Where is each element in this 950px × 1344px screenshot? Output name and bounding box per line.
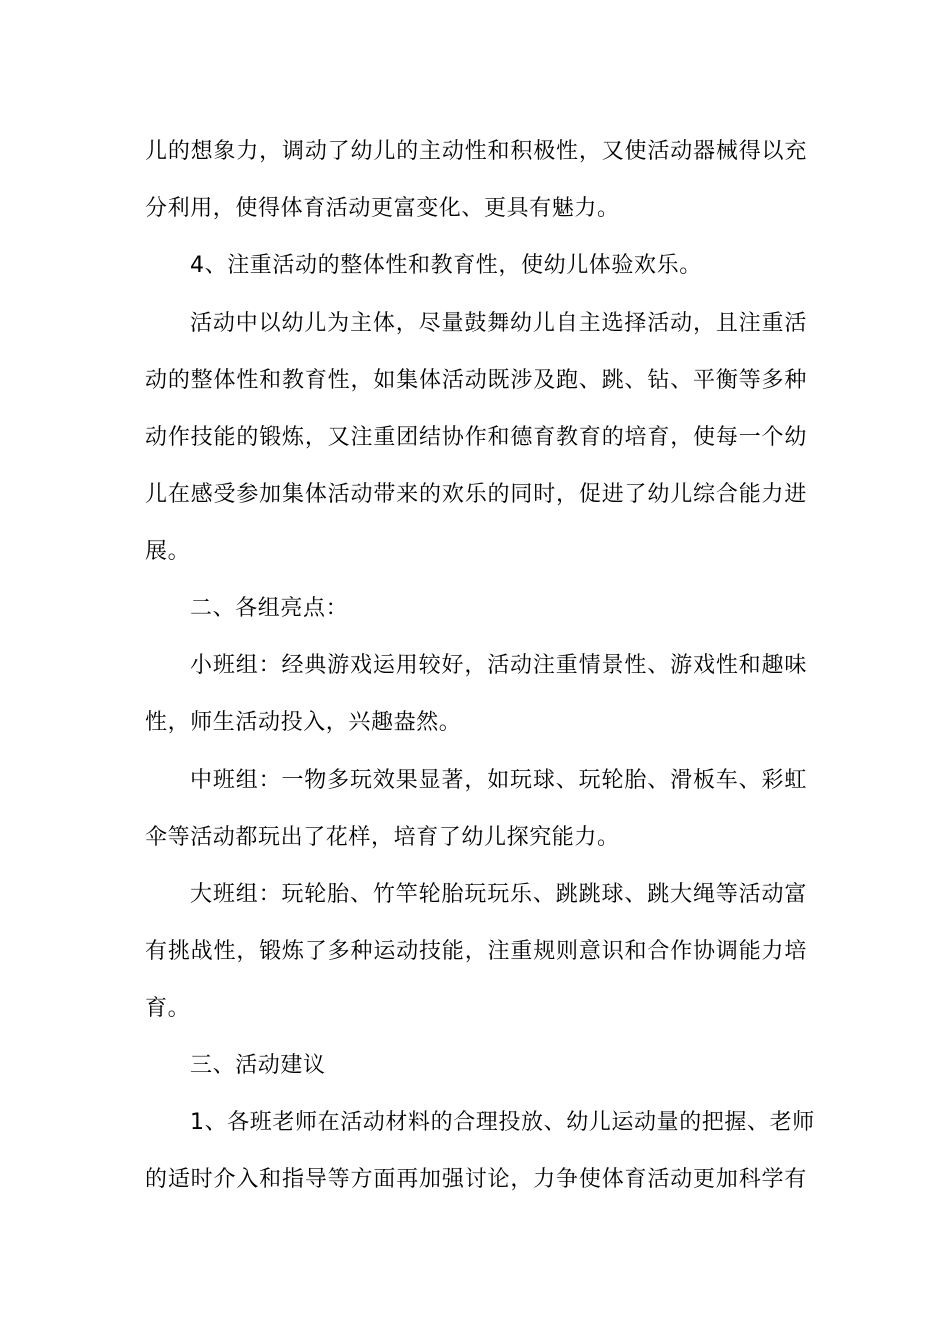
text-line-19: 的适时介入和指导等方面再加强讨论，力争使体育活动更加科学有 [145, 1167, 807, 1192]
text-line-7: 儿在感受参加集体活动带来的欢乐的同时，促进了幼儿综合能力进 [145, 482, 807, 507]
text-line-18: 1、各班老师在活动材料的合理投放、幼儿运动量的把握、老师 [190, 1110, 815, 1135]
text-line-4: 活动中以幼儿为主体，尽量鼓舞幼儿自主选择活动，且注重活 [190, 311, 807, 336]
text-line-11: 性，师生活动投入，兴趣盎然。 [145, 710, 462, 735]
text-line-14: 大班组：玩轮胎、竹竿轮胎玩玩乐、跳跳球、跳大绳等活动富 [190, 882, 807, 907]
section-heading-4: 4、注重活动的整体性和教育性，使幼儿体验欢乐。 [190, 253, 702, 278]
text-line-12: 中班组：一物多玩效果显著，如玩球、玩轮胎、滑板车、彩虹 [190, 768, 807, 793]
text-line-16: 育。 [145, 996, 191, 1021]
text-line-13: 伞等活动都玩出了花样，培育了幼儿探究能力。 [145, 825, 620, 850]
text-line-8: 展。 [145, 539, 191, 564]
text-line-6: 动作技能的锻炼，又注重团结协作和德育教育的培育，使每一个幼 [145, 425, 807, 450]
text-line-10: 小班组：经典游戏运用较好，活动注重情景性、游戏性和趣味 [190, 653, 807, 678]
text-line-1: 儿的想象力，调动了幼儿的主动性和积极性，又使活动器械得以充 [145, 139, 807, 164]
text-line-2: 分利用，使得体育活动更富变化、更具有魅力。 [145, 196, 620, 221]
text-line-5: 动的整体性和教育性，如集体活动既涉及跑、跳、钻、平衡等多种 [145, 368, 807, 393]
section-heading-highlights: 二、各组亮点： [190, 596, 349, 621]
section-heading-suggestions: 三、活动建议 [190, 1053, 326, 1078]
text-line-15: 有挑战性，锻炼了多种运动技能，注重规则意识和合作协调能力培 [145, 939, 807, 964]
